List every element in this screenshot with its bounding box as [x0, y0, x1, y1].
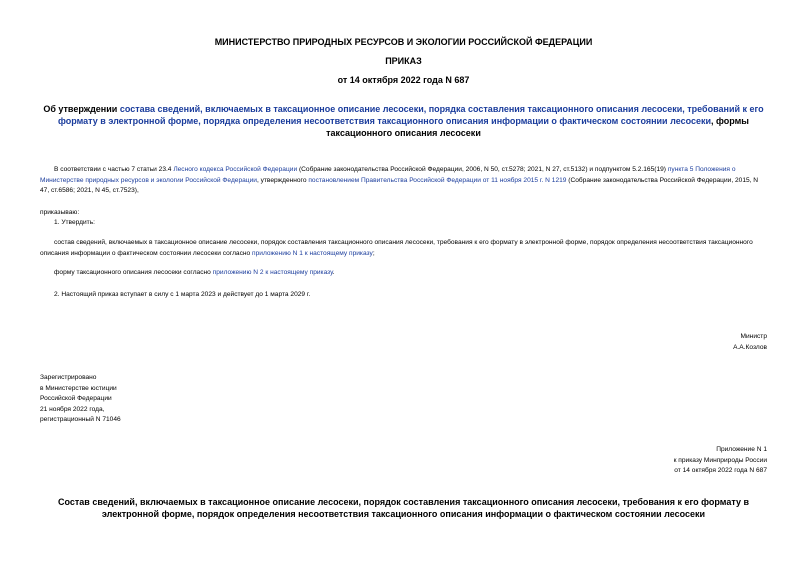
- registration-line-2: в Министерстве юстиции: [40, 384, 117, 392]
- appendix-title-line-2: электронной форме, порядок определения несоответствия таксационного описания информации о фактическом состоянии лесосеки: [101, 509, 706, 519]
- forest-code-link[interactable]: Лесного кодекса Российской Федерации: [173, 166, 298, 173]
- appendix-1-link[interactable]: приложению N 1 к настоящему приказу: [252, 249, 373, 257]
- doc-date: от 14 октября 2022 года N 687: [337, 75, 470, 85]
- preamble-text-2: (Собрание законодательства Российской Федерации, 2006, N 50, ст.5278; 2021, N 27, ст.5132) и подпунктом 5.2.165(19): [297, 166, 668, 173]
- order-word: приказываю:: [40, 209, 80, 216]
- registration-block: [40, 373, 121, 426]
- preamble-text-1: В соответствии с частью 7 статьи 23.4: [54, 166, 174, 173]
- signature-position: Министр: [740, 333, 767, 340]
- ministry-regulation-link[interactable]: пункта 5 Положения о Министерстве природных ресурсов и экологии Российской Федерации: [40, 166, 736, 184]
- appendix-title-line-1: Состав сведений, включаемых в таксационное описание лесосеки, порядок составления таксационного описания лесосеки, требования к его формату в: [57, 497, 750, 507]
- ministry-name: МИНИСТЕРСТВО ПРИРОДНЫХ РЕСУРСОВ И ЭКОЛОГИИ РОССИЙСКОЙ ФЕДЕРАЦИИ: [214, 37, 593, 47]
- preamble-text-4: (Собрание законодательства Российской Федерации, 2015, N 47, ст.6586; 2021, N 45, ст.7523),: [40, 176, 759, 194]
- appendix-line-3: от 14 октября 2022 года N 687: [674, 467, 767, 474]
- item-2-paragraph: 2. Настоящий приказ вступает в силу с 1 марта 2023 и действует до 1 марта 2029 г.: [54, 291, 311, 298]
- appendix-line-2: к приказу Минприроды России: [673, 456, 767, 464]
- registration-line-1: Зарегистрировано: [40, 374, 97, 381]
- item-1b-end: .: [332, 269, 335, 276]
- preamble-text-3: , утвержденного: [256, 176, 309, 184]
- signature-name: А.А.Козлов: [733, 343, 767, 351]
- signature-block: [733, 332, 767, 353]
- registration-line-5: регистрационный N 71046: [40, 416, 121, 423]
- item-1a-end: ;: [372, 249, 375, 257]
- appendix-line-1: Приложение N 1: [716, 446, 767, 453]
- item-1a-paragraph: [40, 238, 767, 259]
- registration-line-4: 21 ноября 2022 года,: [40, 405, 105, 413]
- title-link[interactable]: состава сведений, включаемых в таксационное описание лесосеки, порядка составления таксационного описания лесосеки, требований к его формату в электронной форме, порядка определения несоответствия таксационного описания информации о фактическом состоянии лесосеки: [57, 104, 764, 126]
- title-prefix: Об утверждении: [43, 104, 120, 114]
- item-1b-text: форму таксационного описания лесосеки согласно: [54, 269, 213, 276]
- item-1b-paragraph: [40, 268, 767, 279]
- doc-type: ПРИКАЗ: [385, 56, 422, 66]
- government-decree-link[interactable]: постановлением Правительства Российской Федерации от 11 ноября 2015 г. N 1219: [308, 176, 567, 184]
- appendix-2-link[interactable]: приложению N 2 к настоящему приказу: [212, 269, 333, 276]
- appendix-header: [674, 445, 767, 477]
- item-1a-text: состав сведений, включаемых в таксационное описание лесосеки, порядок составления таксационного описания лесосеки, требования к его формату в электронной форме, порядок определения несоответствия таксационного описания информации о фактическом состоянии лесосеки согласно: [40, 239, 753, 257]
- document-title: [30, 103, 777, 139]
- preamble-paragraph: [40, 165, 767, 197]
- registration-line-3: Российской Федерации: [40, 395, 112, 402]
- item-1-label: 1. Утвердить:: [54, 219, 95, 226]
- title-suffix: , формы таксационного описания лесосеки: [326, 116, 749, 138]
